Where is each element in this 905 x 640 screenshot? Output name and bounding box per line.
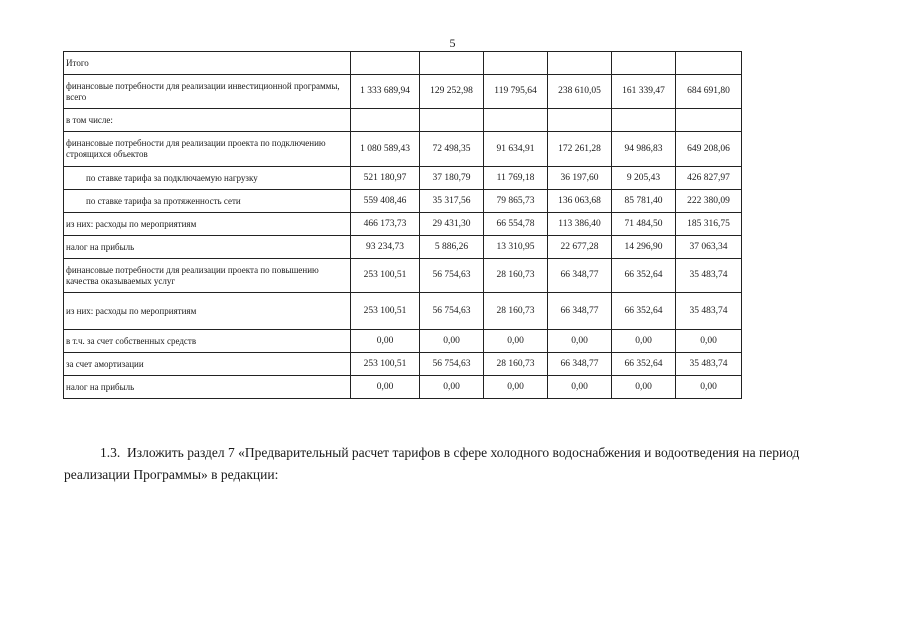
value-cell: 119 795,64 xyxy=(484,75,548,109)
value-cell: 185 316,75 xyxy=(676,213,742,236)
row-label: в том числе: xyxy=(64,109,351,132)
table-row xyxy=(64,213,742,236)
value-cell: 37 180,79 xyxy=(420,167,484,190)
value-cell: 0,00 xyxy=(548,330,612,353)
value-cell: 56 754,63 xyxy=(420,259,484,293)
value-cell: 684 691,80 xyxy=(676,75,742,109)
value-cell: 1 080 589,43 xyxy=(351,132,420,167)
value-cell: 253 100,51 xyxy=(351,353,420,376)
row-label: по ставке тарифа за протяженность сети xyxy=(64,190,351,213)
value-cell: 66 352,64 xyxy=(612,259,676,293)
table-row xyxy=(64,52,742,75)
value-cell: 66 554,78 xyxy=(484,213,548,236)
table-row xyxy=(64,353,742,376)
value-cell xyxy=(612,109,676,132)
value-cell: 56 754,63 xyxy=(420,293,484,330)
row-label: из них: расходы по мероприятиям xyxy=(64,213,351,236)
table-row xyxy=(64,259,742,293)
value-cell xyxy=(351,109,420,132)
table-row xyxy=(64,293,742,330)
value-cell: 9 205,43 xyxy=(612,167,676,190)
value-cell: 172 261,28 xyxy=(548,132,612,167)
value-cell: 0,00 xyxy=(612,330,676,353)
value-cell xyxy=(548,52,612,75)
value-cell: 93 234,73 xyxy=(351,236,420,259)
row-label: финансовые потребности для реализации проекта по повышению качества оказываемых услуг xyxy=(64,259,351,293)
value-cell: 5 886,26 xyxy=(420,236,484,259)
value-cell: 0,00 xyxy=(351,376,420,399)
value-cell xyxy=(676,109,742,132)
value-cell: 28 160,73 xyxy=(484,259,548,293)
row-label: за счет амортизации xyxy=(64,353,351,376)
value-cell: 79 865,73 xyxy=(484,190,548,213)
value-cell: 29 431,30 xyxy=(420,213,484,236)
table-row xyxy=(64,236,742,259)
value-cell: 0,00 xyxy=(676,330,742,353)
value-cell: 113 386,40 xyxy=(548,213,612,236)
value-cell: 35 317,56 xyxy=(420,190,484,213)
value-cell: 66 348,77 xyxy=(548,293,612,330)
row-label: налог на прибыль xyxy=(64,236,351,259)
value-cell: 72 498,35 xyxy=(420,132,484,167)
value-cell: 22 677,28 xyxy=(548,236,612,259)
value-cell: 0,00 xyxy=(484,330,548,353)
value-cell xyxy=(676,52,742,75)
value-cell: 28 160,73 xyxy=(484,353,548,376)
value-cell: 0,00 xyxy=(484,376,548,399)
table-row xyxy=(64,376,742,399)
value-cell: 222 380,09 xyxy=(676,190,742,213)
value-cell: 37 063,34 xyxy=(676,236,742,259)
value-cell: 91 634,91 xyxy=(484,132,548,167)
row-label: финансовые потребности для реализации проекта по подключению строящихся объектов xyxy=(64,132,351,167)
value-cell: 35 483,74 xyxy=(676,353,742,376)
value-cell: 94 986,83 xyxy=(612,132,676,167)
value-cell: 0,00 xyxy=(676,376,742,399)
value-cell xyxy=(612,52,676,75)
value-cell: 56 754,63 xyxy=(420,353,484,376)
value-cell: 253 100,51 xyxy=(351,259,420,293)
value-cell: 71 484,50 xyxy=(612,213,676,236)
row-label: в т.ч. за счет собственных средств xyxy=(64,330,351,353)
value-cell: 0,00 xyxy=(420,330,484,353)
value-cell: 426 827,97 xyxy=(676,167,742,190)
value-cell: 28 160,73 xyxy=(484,293,548,330)
value-cell: 85 781,40 xyxy=(612,190,676,213)
table-row xyxy=(64,190,742,213)
value-cell: 66 348,77 xyxy=(548,353,612,376)
table-row xyxy=(64,167,742,190)
value-cell: 1 333 689,94 xyxy=(351,75,420,109)
value-cell: 649 208,06 xyxy=(676,132,742,167)
value-cell: 66 352,64 xyxy=(612,353,676,376)
value-cell: 0,00 xyxy=(420,376,484,399)
value-cell: 253 100,51 xyxy=(351,293,420,330)
value-cell: 129 252,98 xyxy=(420,75,484,109)
value-cell: 238 610,05 xyxy=(548,75,612,109)
value-cell: 66 352,64 xyxy=(612,293,676,330)
row-label: Итого xyxy=(64,52,351,75)
value-cell: 0,00 xyxy=(351,330,420,353)
value-cell: 35 483,74 xyxy=(676,293,742,330)
section-paragraph xyxy=(64,442,844,486)
row-label: налог на прибыль xyxy=(64,376,351,399)
paragraph-number: 1.3. xyxy=(100,445,121,460)
value-cell: 36 197,60 xyxy=(548,167,612,190)
row-label: по ставке тарифа за подключаемую нагрузку xyxy=(64,167,351,190)
value-cell: 0,00 xyxy=(548,376,612,399)
value-cell: 11 769,18 xyxy=(484,167,548,190)
row-label: из них: расходы по мероприятиям xyxy=(64,293,351,330)
value-cell xyxy=(548,109,612,132)
table-row xyxy=(64,75,742,109)
value-cell xyxy=(484,109,548,132)
value-cell: 35 483,74 xyxy=(676,259,742,293)
value-cell: 14 296,90 xyxy=(612,236,676,259)
row-label: финансовые потребности для реализации инвестиционной программы, всего xyxy=(64,75,351,109)
value-cell: 161 339,47 xyxy=(612,75,676,109)
value-cell xyxy=(420,52,484,75)
value-cell: 66 348,77 xyxy=(548,259,612,293)
financial-needs-table xyxy=(63,51,742,399)
table-row xyxy=(64,109,742,132)
value-cell: 559 408,46 xyxy=(351,190,420,213)
value-cell: 136 063,68 xyxy=(548,190,612,213)
table-row xyxy=(64,330,742,353)
table-row xyxy=(64,132,742,167)
value-cell: 466 173,73 xyxy=(351,213,420,236)
value-cell xyxy=(484,52,548,75)
value-cell xyxy=(420,109,484,132)
page-number: 5 xyxy=(449,36,456,50)
value-cell: 13 310,95 xyxy=(484,236,548,259)
paragraph-text: Изложить раздел 7 «Предварительный расчет тарифов в сфере холодного водоснабжения и водоотведения на период реализации Программы» в редакции: xyxy=(64,445,800,482)
value-cell xyxy=(351,52,420,75)
value-cell: 521 180,97 xyxy=(351,167,420,190)
value-cell: 0,00 xyxy=(612,376,676,399)
